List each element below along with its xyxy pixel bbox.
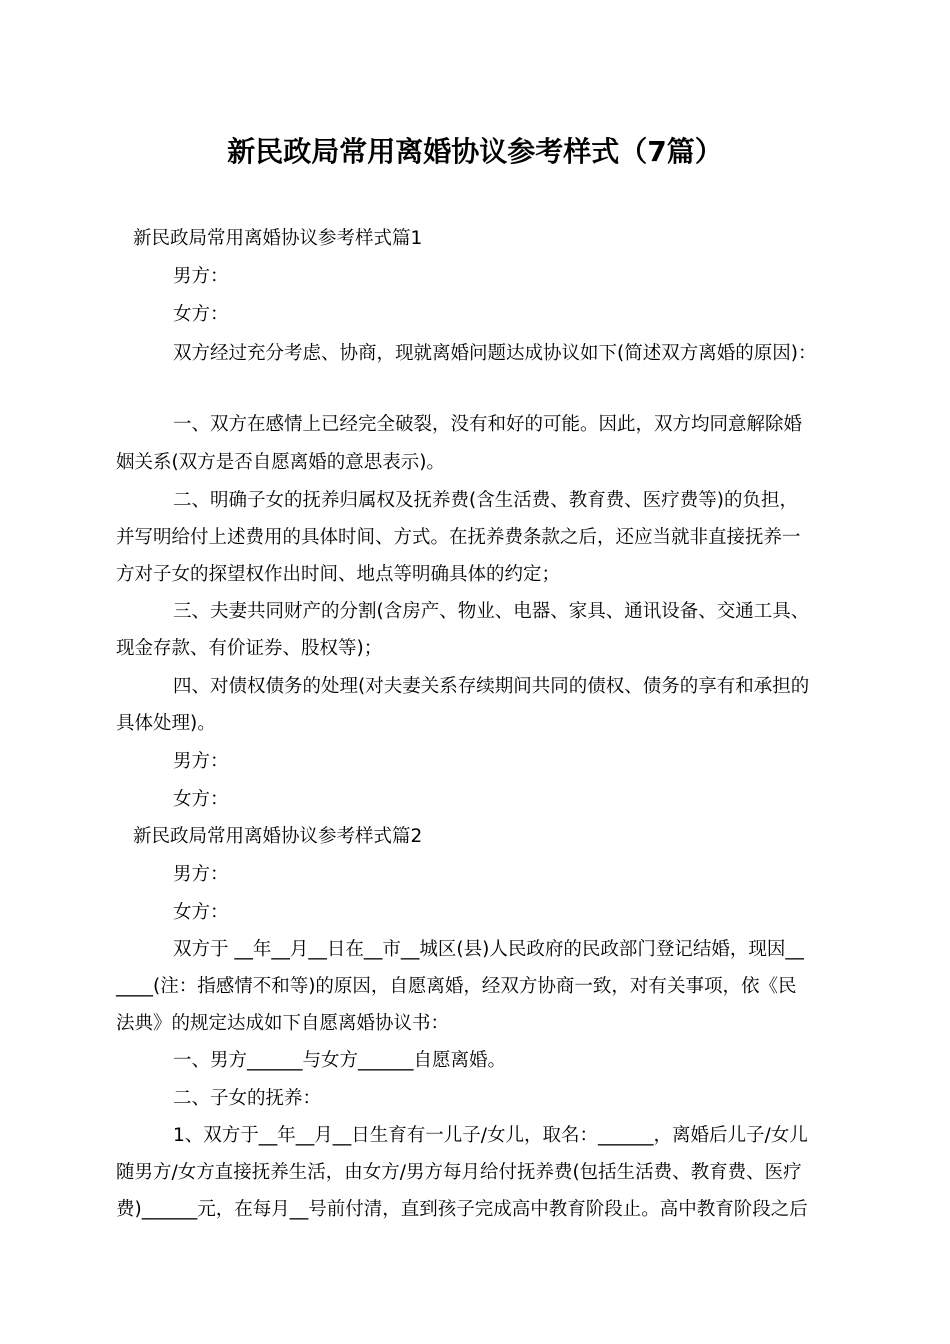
male-party-label: 男方： xyxy=(173,266,229,287)
paragraph-line: 法典》的规定达成如下自愿离婚协议书： xyxy=(116,1013,450,1034)
paragraph-line: 方对子女的探望权作出时间、地点等明确具体的约定； xyxy=(116,564,561,585)
paragraph-line: 姻关系(双方是否自愿离婚的意思表示)。 xyxy=(116,452,445,473)
paragraph-line: 四、对债权债务的处理(对夫妻关系存续期间共同的债权、债务的享有和承担的 xyxy=(173,676,810,697)
female-party-label: 女方： xyxy=(173,902,229,923)
paragraph-line: ____(注：指感情不和等)的原因，自愿离婚，经双方协商一致，对有关事项，依《民 xyxy=(116,976,797,997)
paragraph-line: 现金存款、有价证券、股权等)； xyxy=(116,638,383,659)
male-party-label: 男方： xyxy=(173,751,229,772)
paragraph-line: 具体处理)。 xyxy=(116,713,216,734)
paragraph-line: 二、明确子女的抚养归属权及抚养费(含生活费、教育费、医疗费等)的负担， xyxy=(173,490,798,511)
paragraph-line: 双方于 __年__月__日在__市__城区(县)人民政府的民政部门登记结婚，现因__ xyxy=(173,939,804,960)
male-party-label: 男方： xyxy=(173,864,229,885)
section-heading-1: 新民政局常用离婚协议参考样式篇1 xyxy=(133,228,423,249)
paragraph-line: 费)______元，在每月__号前付清，直到孩子完成高中教育阶段止。高中教育阶段之后 xyxy=(116,1199,808,1220)
section-heading-2: 新民政局常用离婚协议参考样式篇2 xyxy=(133,826,423,847)
paragraph-line: 三、夫妻共同财产的分割(含房产、物业、电器、家具、通讯设备、交通工具、 xyxy=(173,601,810,622)
female-party-label: 女方： xyxy=(173,304,229,325)
paragraph-line: 二、子女的抚养： xyxy=(173,1088,322,1109)
document-title: 新民政局常用离婚协议参考样式（7篇） xyxy=(227,135,723,168)
paragraph-line: 1、双方于__年__月__日生育有一儿子/女儿，取名：______，离婚后儿子/女儿 xyxy=(173,1125,808,1146)
paragraph-line: 一、双方在感情上已经完全破裂，没有和好的可能。因此，双方均同意解除婚 xyxy=(173,414,803,435)
paragraph-line: 双方经过充分考虑、协商，现就离婚问题达成协议如下(简述双方离婚的原因)： xyxy=(173,343,817,364)
paragraph-line: 并写明给付上述费用的具体时间、方式。在抚养费条款之后，还应当就非直接抚养一 xyxy=(116,527,801,548)
paragraph-line: 一、男方______与女方______自愿离婚。 xyxy=(173,1050,507,1071)
female-party-label: 女方： xyxy=(173,789,229,810)
paragraph-line: 随男方/女方直接抚养生活，由女方/男方每月给付抚养费(包括生活费、教育费、医疗 xyxy=(116,1162,802,1183)
